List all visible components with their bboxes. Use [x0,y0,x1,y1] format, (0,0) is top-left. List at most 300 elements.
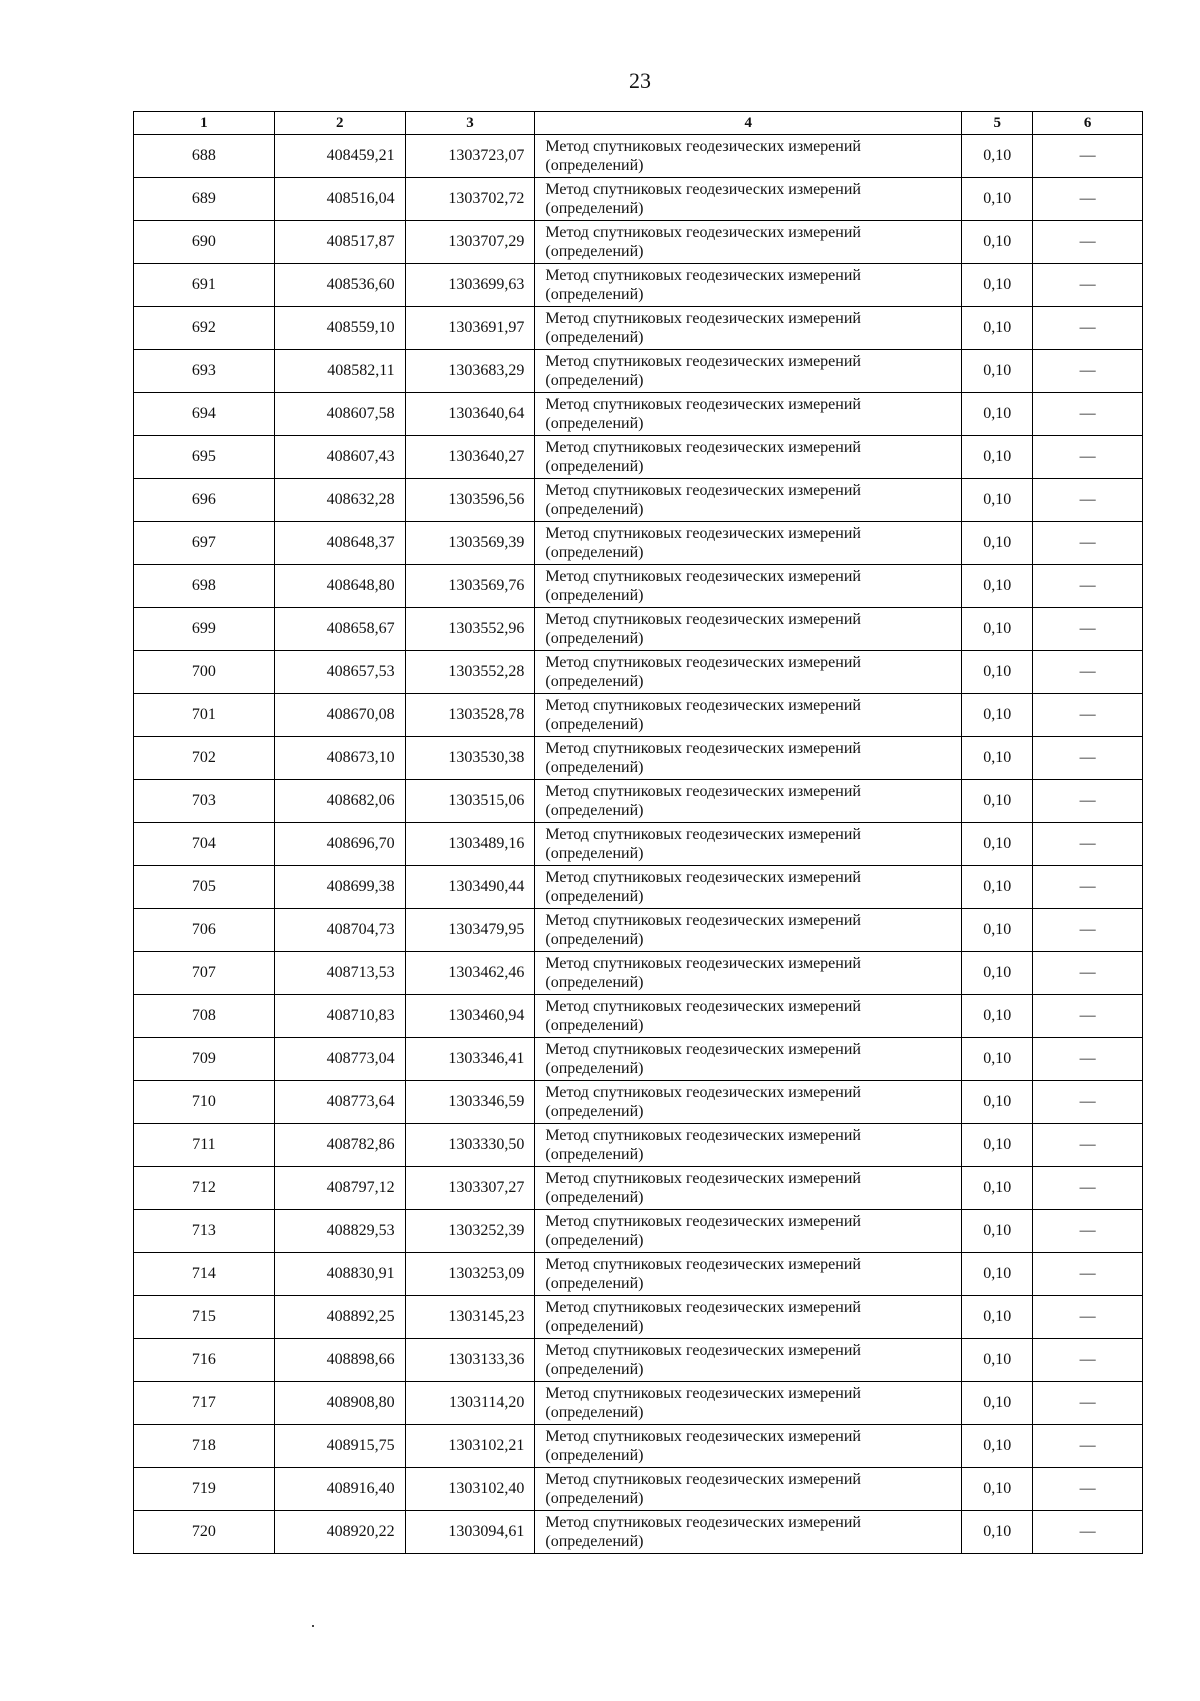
dash-cell: — [1033,608,1143,651]
accuracy-cell: 0,10 [962,651,1033,694]
method-text-line1: Метод спутниковых геодезических измерений [545,224,861,241]
method-text-line2: (определений) [545,1060,644,1077]
method-text-line2: (определений) [545,329,644,346]
x-coordinate-cell: 408632,28 [274,479,405,522]
table-row [134,1038,1143,1081]
y-coordinate-cell: 1303596,56 [405,479,535,522]
point-number-cell: 693 [134,350,275,393]
accuracy-cell: 0,10 [962,608,1033,651]
table-row [134,135,1143,178]
point-number-cell: 720 [134,1511,275,1554]
y-coordinate-cell: 1303552,96 [405,608,535,651]
table-row [134,780,1143,823]
method-text-line1: Метод спутниковых геодезических измерений [545,267,861,284]
method-cell [535,1253,962,1296]
x-coordinate-cell: 408916,40 [274,1468,405,1511]
method-cell [535,1038,962,1081]
accuracy-cell: 0,10 [962,952,1033,995]
x-coordinate-cell: 408582,11 [274,350,405,393]
table-row [134,1253,1143,1296]
accuracy-cell: 0,10 [962,1253,1033,1296]
accuracy-cell: 0,10 [962,1124,1033,1167]
method-text-line2: (определений) [545,716,644,733]
column-header: 5 [962,112,1033,135]
accuracy-cell: 0,10 [962,479,1033,522]
x-coordinate-cell: 408908,80 [274,1382,405,1425]
table-row [134,307,1143,350]
point-number-cell: 701 [134,694,275,737]
table-row [134,737,1143,780]
method-cell [535,565,962,608]
method-text-line2: (определений) [545,759,644,776]
x-coordinate-cell: 408713,53 [274,952,405,995]
x-coordinate-cell: 408830,91 [274,1253,405,1296]
point-number-cell: 713 [134,1210,275,1253]
method-text-line1: Метод спутниковых геодезических измерений [545,482,861,499]
method-cell [535,479,962,522]
method-text-line2: (определений) [545,888,644,905]
table-row [134,823,1143,866]
accuracy-cell: 0,10 [962,393,1033,436]
table-row [134,436,1143,479]
y-coordinate-cell: 1303102,21 [405,1425,535,1468]
accuracy-cell: 0,10 [962,1511,1033,1554]
method-cell [535,1124,962,1167]
method-cell [535,522,962,565]
y-coordinate-cell: 1303252,39 [405,1210,535,1253]
table-row [134,1210,1143,1253]
method-text-line1: Метод спутниковых геодезических измерений [545,1213,861,1230]
method-cell [535,952,962,995]
point-number-cell: 698 [134,565,275,608]
dash-cell: — [1033,1425,1143,1468]
method-cell [535,608,962,651]
accuracy-cell: 0,10 [962,995,1033,1038]
table-row [134,952,1143,995]
method-text-line2: (определений) [545,501,644,518]
column-header: 2 [274,112,405,135]
accuracy-cell: 0,10 [962,1339,1033,1382]
method-text-line2: (определений) [545,931,644,948]
accuracy-cell: 0,10 [962,1167,1033,1210]
x-coordinate-cell: 408673,10 [274,737,405,780]
method-cell [535,1511,962,1554]
method-text-line1: Метод спутниковых геодезических измерений [545,1428,861,1445]
table-row [134,479,1143,522]
point-number-cell: 712 [134,1167,275,1210]
method-cell [535,135,962,178]
dash-cell: — [1033,1296,1143,1339]
table-row [134,608,1143,651]
y-coordinate-cell: 1303307,27 [405,1167,535,1210]
x-coordinate-cell: 408648,37 [274,522,405,565]
dash-cell: — [1033,909,1143,952]
method-cell [535,1382,962,1425]
point-number-cell: 697 [134,522,275,565]
y-coordinate-cell: 1303479,95 [405,909,535,952]
y-coordinate-cell: 1303530,38 [405,737,535,780]
x-coordinate-cell: 408516,04 [274,178,405,221]
method-cell [535,1339,962,1382]
x-coordinate-cell: 408797,12 [274,1167,405,1210]
y-coordinate-cell: 1303462,46 [405,952,535,995]
y-coordinate-cell: 1303640,27 [405,436,535,479]
accuracy-cell: 0,10 [962,909,1033,952]
column-header: 6 [1033,112,1143,135]
method-text-line2: (определений) [545,1533,644,1550]
column-header: 1 [134,112,275,135]
x-coordinate-cell: 408892,25 [274,1296,405,1339]
y-coordinate-cell: 1303253,09 [405,1253,535,1296]
x-coordinate-cell: 408829,53 [274,1210,405,1253]
method-cell [535,780,962,823]
method-text-line2: (определений) [545,974,644,991]
table-row [134,565,1143,608]
point-number-cell: 710 [134,1081,275,1124]
x-coordinate-cell: 408607,58 [274,393,405,436]
accuracy-cell: 0,10 [962,307,1033,350]
dash-cell: — [1033,866,1143,909]
coordinates-table [133,111,1143,1554]
method-text-line1: Метод спутниковых геодезических измерений [545,396,861,413]
method-text-line2: (определений) [545,458,644,475]
method-cell [535,823,962,866]
method-cell [535,694,962,737]
table-row [134,866,1143,909]
column-header: 4 [535,112,962,135]
method-text-line1: Метод спутниковых геодезических измерений [545,1342,861,1359]
dash-cell: — [1033,1468,1143,1511]
accuracy-cell: 0,10 [962,221,1033,264]
method-text-line1: Метод спутниковых геодезических измерений [545,654,861,671]
dash-cell: — [1033,178,1143,221]
method-text-line2: (определений) [545,1232,644,1249]
method-text-line1: Метод спутниковых геодезических измерений [545,912,861,929]
table-row [134,522,1143,565]
table-row [134,1167,1143,1210]
table-row [134,178,1143,221]
method-text-line2: (определений) [545,845,644,862]
point-number-cell: 704 [134,823,275,866]
method-text-line1: Метод спутниковых геодезических измерений [545,1256,861,1273]
x-coordinate-cell: 408704,73 [274,909,405,952]
table-row [134,651,1143,694]
y-coordinate-cell: 1303552,28 [405,651,535,694]
y-coordinate-cell: 1303114,20 [405,1382,535,1425]
x-coordinate-cell: 408459,21 [274,135,405,178]
y-coordinate-cell: 1303094,61 [405,1511,535,1554]
method-text-line2: (определений) [545,1275,644,1292]
method-text-line2: (определений) [545,286,644,303]
x-coordinate-cell: 408682,06 [274,780,405,823]
table-row [134,393,1143,436]
y-coordinate-cell: 1303683,29 [405,350,535,393]
y-coordinate-cell: 1303515,06 [405,780,535,823]
point-number-cell: 715 [134,1296,275,1339]
method-text-line2: (определений) [545,1103,644,1120]
accuracy-cell: 0,10 [962,780,1033,823]
table-row [134,221,1143,264]
x-coordinate-cell: 408773,04 [274,1038,405,1081]
y-coordinate-cell: 1303489,16 [405,823,535,866]
method-cell [535,350,962,393]
method-text-line2: (определений) [545,243,644,260]
table-row [134,1382,1143,1425]
method-text-line1: Метод спутниковых геодезических измерений [545,1084,861,1101]
table-row [134,1511,1143,1554]
method-text-line1: Метод спутниковых геодезических измерений [545,869,861,886]
x-coordinate-cell: 408657,53 [274,651,405,694]
table-row [134,1081,1143,1124]
method-text-line2: (определений) [545,1189,644,1206]
y-coordinate-cell: 1303528,78 [405,694,535,737]
accuracy-cell: 0,10 [962,823,1033,866]
point-number-cell: 705 [134,866,275,909]
accuracy-cell: 0,10 [962,694,1033,737]
y-coordinate-cell: 1303707,29 [405,221,535,264]
method-text-line2: (определений) [545,372,644,389]
method-text-line2: (определений) [545,630,644,647]
method-text-line1: Метод спутниковых геодезических измерений [545,955,861,972]
x-coordinate-cell: 408517,87 [274,221,405,264]
accuracy-cell: 0,10 [962,135,1033,178]
accuracy-cell: 0,10 [962,866,1033,909]
method-text-line1: Метод спутниковых геодезических измерений [545,353,861,370]
method-text-line1: Метод спутниковых геодезических измерений [545,697,861,714]
dash-cell: — [1033,393,1143,436]
point-number-cell: 691 [134,264,275,307]
point-number-cell: 692 [134,307,275,350]
accuracy-cell: 0,10 [962,1425,1033,1468]
y-coordinate-cell: 1303102,40 [405,1468,535,1511]
method-cell [535,1425,962,1468]
point-number-cell: 719 [134,1468,275,1511]
y-coordinate-cell: 1303330,50 [405,1124,535,1167]
method-text-line2: (определений) [545,587,644,604]
method-cell [535,1167,962,1210]
point-number-cell: 706 [134,909,275,952]
page-number: 23 [629,68,651,93]
point-number-cell: 688 [134,135,275,178]
x-coordinate-cell: 408915,75 [274,1425,405,1468]
method-text-line1: Метод спутниковых геодезических измерений [545,181,861,198]
point-number-cell: 718 [134,1425,275,1468]
dash-cell: — [1033,1038,1143,1081]
x-coordinate-cell: 408559,10 [274,307,405,350]
point-number-cell: 690 [134,221,275,264]
point-number-cell: 708 [134,995,275,1038]
method-cell [535,393,962,436]
table-row [134,1339,1143,1382]
method-text-line2: (определений) [545,1361,644,1378]
accuracy-cell: 0,10 [962,1382,1033,1425]
method-text-line1: Метод спутниковых геодезических измерений [545,568,861,585]
method-text-line1: Метод спутниковых геодезических измерений [545,310,861,327]
point-number-cell: 709 [134,1038,275,1081]
dash-cell: — [1033,1081,1143,1124]
dash-cell: — [1033,264,1143,307]
accuracy-cell: 0,10 [962,1038,1033,1081]
method-cell [535,737,962,780]
x-coordinate-cell: 408696,70 [274,823,405,866]
dash-cell: — [1033,1253,1143,1296]
point-number-cell: 699 [134,608,275,651]
method-text-line1: Метод спутниковых геодезических измерений [545,783,861,800]
method-cell [535,651,962,694]
dash-cell: — [1033,995,1143,1038]
method-text-line1: Метод спутниковых геодезических измерений [545,525,861,542]
method-text-line2: (определений) [545,1447,644,1464]
accuracy-cell: 0,10 [962,1081,1033,1124]
method-cell [535,264,962,307]
accuracy-cell: 0,10 [962,522,1033,565]
method-text-line1: Метод спутниковых геодезических измерений [545,826,861,843]
y-coordinate-cell: 1303346,59 [405,1081,535,1124]
method-cell [535,1468,962,1511]
method-text-line2: (определений) [545,157,644,174]
scan-artifact [312,1625,314,1627]
x-coordinate-cell: 408710,83 [274,995,405,1038]
method-text-line1: Метод спутниковых геодезических измерений [545,998,861,1015]
point-number-cell: 696 [134,479,275,522]
y-coordinate-cell: 1303699,63 [405,264,535,307]
dash-cell: — [1033,737,1143,780]
y-coordinate-cell: 1303691,97 [405,307,535,350]
dash-cell: — [1033,780,1143,823]
x-coordinate-cell: 408648,80 [274,565,405,608]
x-coordinate-cell: 408658,67 [274,608,405,651]
accuracy-cell: 0,10 [962,565,1033,608]
dash-cell: — [1033,307,1143,350]
accuracy-cell: 0,10 [962,1210,1033,1253]
point-number-cell: 694 [134,393,275,436]
dash-cell: — [1033,221,1143,264]
table-row [134,909,1143,952]
x-coordinate-cell: 408898,66 [274,1339,405,1382]
method-cell [535,436,962,479]
dash-cell: — [1033,694,1143,737]
y-coordinate-cell: 1303702,72 [405,178,535,221]
y-coordinate-cell: 1303145,23 [405,1296,535,1339]
method-text-line1: Метод спутниковых геодезических измерений [545,138,861,155]
y-coordinate-cell: 1303460,94 [405,995,535,1038]
dash-cell: — [1033,522,1143,565]
dash-cell: — [1033,565,1143,608]
point-number-cell: 702 [134,737,275,780]
method-cell [535,995,962,1038]
x-coordinate-cell: 408920,22 [274,1511,405,1554]
method-cell [535,178,962,221]
y-coordinate-cell: 1303723,07 [405,135,535,178]
method-text-line2: (определений) [545,1017,644,1034]
method-text-line1: Метод спутниковых геодезических измерений [545,1127,861,1144]
x-coordinate-cell: 408773,64 [274,1081,405,1124]
point-number-cell: 689 [134,178,275,221]
y-coordinate-cell: 1303640,64 [405,393,535,436]
method-text-line2: (определений) [545,673,644,690]
point-number-cell: 703 [134,780,275,823]
table-row [134,1468,1143,1511]
method-cell [535,1210,962,1253]
dash-cell: — [1033,823,1143,866]
method-cell [535,909,962,952]
dash-cell: — [1033,1382,1143,1425]
method-text-line1: Метод спутниковых геодезических измерений [545,439,861,456]
point-number-cell: 695 [134,436,275,479]
y-coordinate-cell: 1303569,39 [405,522,535,565]
method-text-line2: (определений) [545,1490,644,1507]
dash-cell: — [1033,350,1143,393]
dash-cell: — [1033,436,1143,479]
y-coordinate-cell: 1303569,76 [405,565,535,608]
method-text-line1: Метод спутниковых геодезических измерений [545,740,861,757]
method-text-line1: Метод спутниковых геодезических измерений [545,1385,861,1402]
method-text-line2: (определений) [545,1318,644,1335]
table-row [134,995,1143,1038]
x-coordinate-cell: 408782,86 [274,1124,405,1167]
accuracy-cell: 0,10 [962,436,1033,479]
dash-cell: — [1033,479,1143,522]
dash-cell: — [1033,1210,1143,1253]
point-number-cell: 700 [134,651,275,694]
method-cell [535,866,962,909]
method-text-line1: Метод спутниковых геодезических измерений [545,1471,861,1488]
x-coordinate-cell: 408607,43 [274,436,405,479]
x-coordinate-cell: 408699,38 [274,866,405,909]
table-row [134,264,1143,307]
method-text-line2: (определений) [545,544,644,561]
method-cell [535,221,962,264]
dash-cell: — [1033,135,1143,178]
point-number-cell: 714 [134,1253,275,1296]
point-number-cell: 716 [134,1339,275,1382]
method-text-line1: Метод спутниковых геодезических измерений [545,1041,861,1058]
method-text-line2: (определений) [545,200,644,217]
method-text-line2: (определений) [545,1146,644,1163]
point-number-cell: 711 [134,1124,275,1167]
y-coordinate-cell: 1303133,36 [405,1339,535,1382]
accuracy-cell: 0,10 [962,737,1033,780]
x-coordinate-cell: 408536,60 [274,264,405,307]
method-cell [535,1081,962,1124]
accuracy-cell: 0,10 [962,350,1033,393]
accuracy-cell: 0,10 [962,264,1033,307]
table-row [134,1296,1143,1339]
table-row [134,1124,1143,1167]
point-number-cell: 707 [134,952,275,995]
method-text-line2: (определений) [545,802,644,819]
accuracy-cell: 0,10 [962,1468,1033,1511]
table-row [134,694,1143,737]
y-coordinate-cell: 1303346,41 [405,1038,535,1081]
method-text-line1: Метод спутниковых геодезических измерений [545,1299,861,1316]
method-text-line1: Метод спутниковых геодезических измерений [545,1514,861,1531]
dash-cell: — [1033,651,1143,694]
dash-cell: — [1033,1511,1143,1554]
method-text-line2: (определений) [545,1404,644,1421]
table-row [134,1425,1143,1468]
table-row [134,350,1143,393]
accuracy-cell: 0,10 [962,1296,1033,1339]
dash-cell: — [1033,1124,1143,1167]
method-cell [535,307,962,350]
point-number-cell: 717 [134,1382,275,1425]
method-cell [535,1296,962,1339]
dash-cell: — [1033,1339,1143,1382]
table-header-row [134,112,1143,135]
dash-cell: — [1033,1167,1143,1210]
dash-cell: — [1033,952,1143,995]
